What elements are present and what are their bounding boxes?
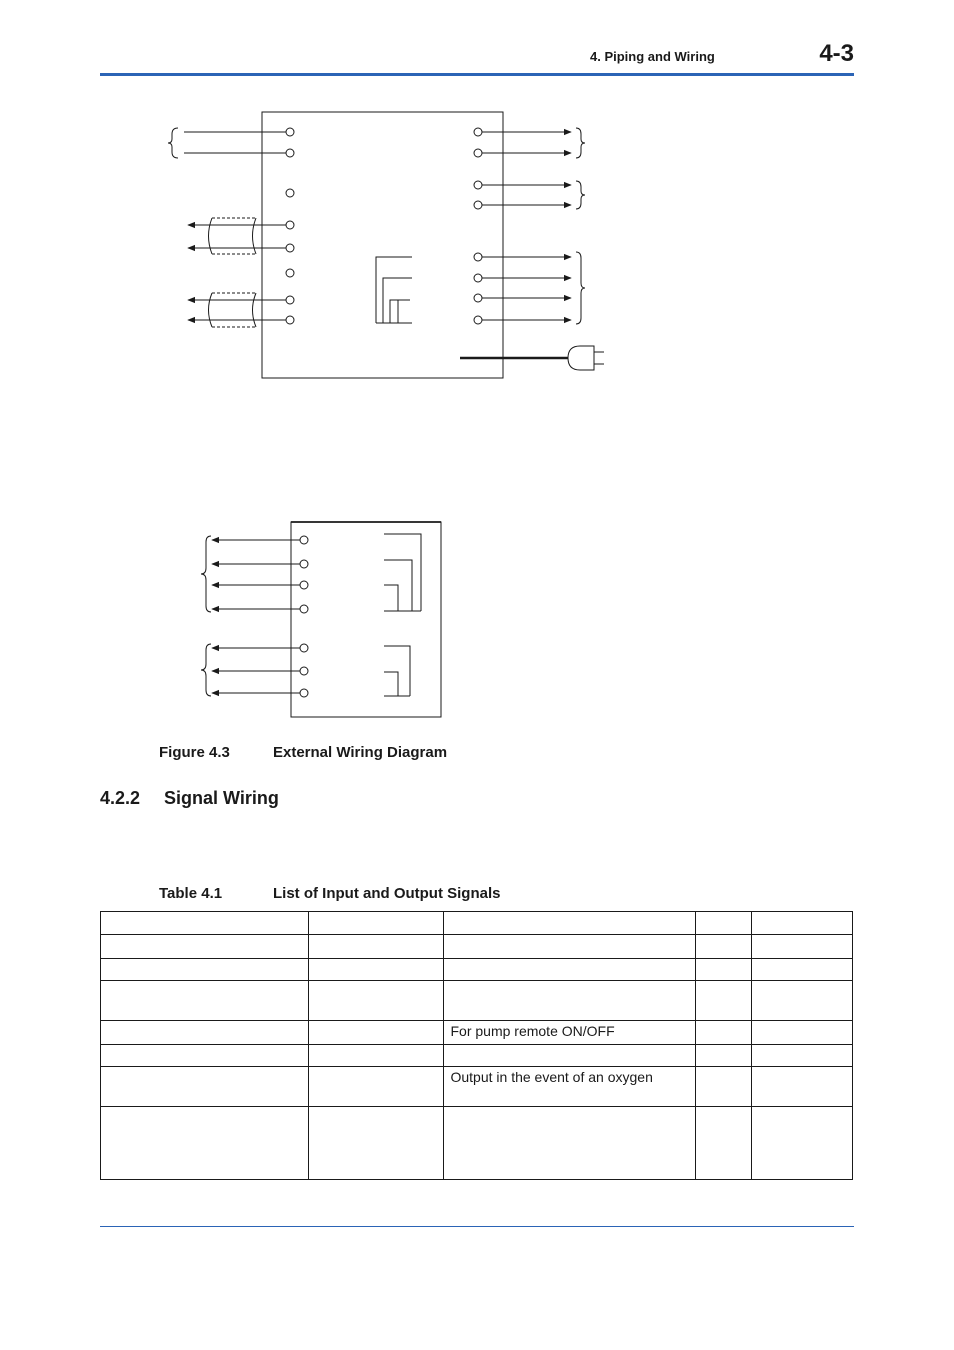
lower-terminals [300,536,308,697]
table-cell [444,959,696,981]
table-cell [696,912,752,935]
table-cell [308,1067,444,1107]
output-brace-2 [576,181,585,209]
table-cell: For pump remote ON/OFF [444,1021,696,1045]
upper-wiring-diagram [168,112,604,378]
table-row [101,935,853,959]
table-cell [752,1107,853,1180]
table-row [101,912,853,935]
signals-table [100,911,853,1180]
table-title: List of Input and Output Signals [273,885,501,902]
table-cell [101,959,309,981]
figure-title: External Wiring Diagram [273,744,448,761]
output-brace-1 [576,128,585,158]
table-cell [101,935,309,959]
table-cell [101,1107,309,1180]
lower-contact-symbol-2 [384,646,410,696]
table-cell [696,1067,752,1107]
shielded-output-1 [188,218,286,254]
table-cell [752,1045,853,1067]
table-cell [752,981,853,1021]
shielded-output-2 [188,293,286,327]
right-output-wires [474,128,585,324]
table-row [101,1021,853,1045]
table-cell [308,935,444,959]
table-row [101,959,853,981]
table-cell [308,1107,444,1180]
page-number: 4-3 [819,40,854,67]
lower-brace-2 [201,644,211,696]
table-cell [308,959,444,981]
lower-output-wires [201,536,300,696]
table-cell [444,935,696,959]
power-plug-icon [460,346,604,370]
table-cell [752,912,853,935]
table-cell [696,1045,752,1067]
table-cell [752,1067,853,1107]
table-cell [101,1067,309,1107]
table-cell [308,1045,444,1067]
table-cell [308,912,444,935]
table-cell: Output in the event of an oxygen [444,1067,696,1107]
lower-wiring-diagram [201,522,441,717]
table-number: Table 4.1 [159,885,223,902]
footer-rule [100,1226,854,1227]
internal-contact-symbol [376,257,412,323]
table-cell [308,1021,444,1045]
table-cell [101,912,309,935]
table-cell [101,1045,309,1067]
table-cell [752,935,853,959]
input-brace [168,128,178,158]
table-cell [752,1021,853,1045]
left-terminals [286,128,294,324]
table-row [101,1045,853,1067]
table-row [101,1107,853,1180]
table-cell [444,912,696,935]
lower-contact-symbol-1 [384,534,421,611]
table-cell [696,1021,752,1045]
main-unit-box [262,112,503,378]
table-cell [101,981,309,1021]
section-number: 4.2.2 [100,788,141,808]
lower-brace-1 [201,536,211,612]
table-cell [696,935,752,959]
table-cell [696,1107,752,1180]
table-cell [752,959,853,981]
table-cell [444,1107,696,1180]
table-cell [696,981,752,1021]
output-brace-3 [576,252,585,324]
table-cell [444,981,696,1021]
table-row [101,1067,853,1107]
table-cell [444,1045,696,1067]
connector-unit-box [291,522,441,717]
left-input-wires [168,128,286,158]
running-header-section: 4. Piping and Wiring [590,49,715,64]
table-row [101,981,853,1021]
section-title: Signal Wiring [164,788,279,808]
table-cell [101,1021,309,1045]
table-cell [696,959,752,981]
figure-number: Figure 4.3 [159,744,230,761]
table-cell [308,981,444,1021]
